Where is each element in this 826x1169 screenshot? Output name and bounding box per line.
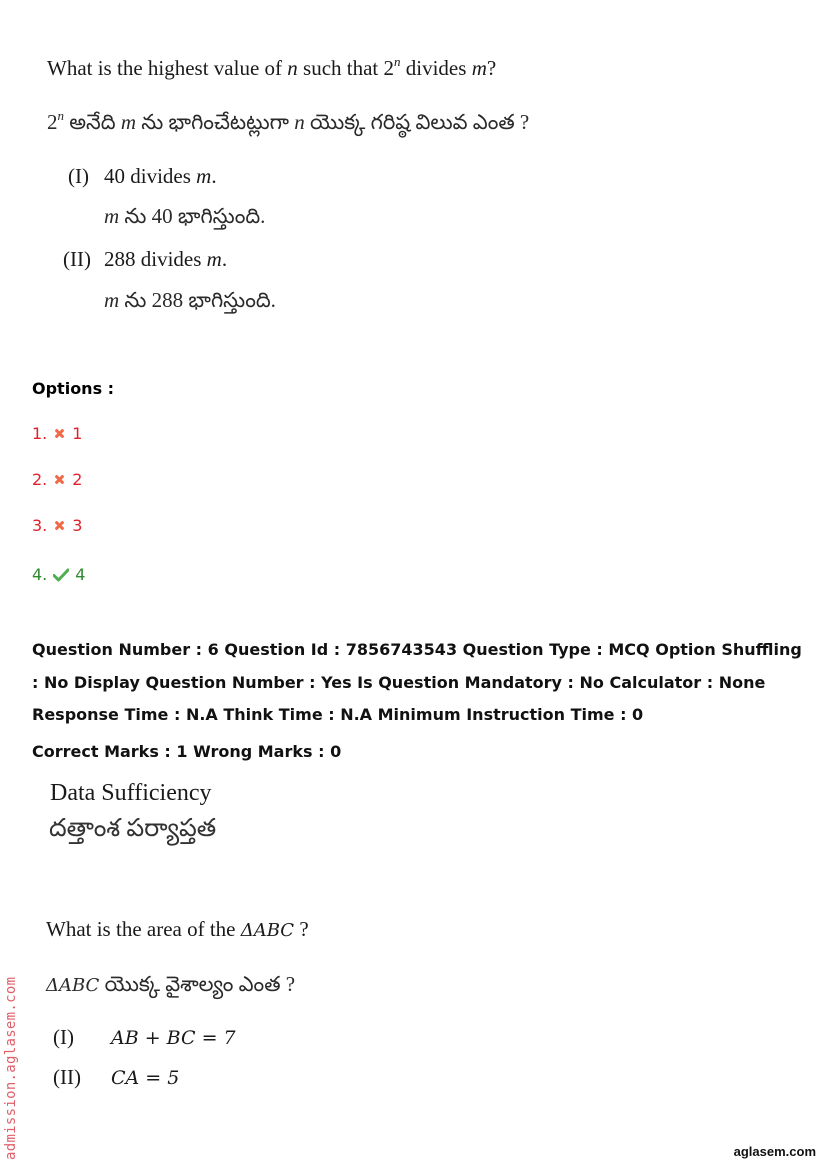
variable-m: m (206, 247, 222, 271)
stem-text: What is the area of the (46, 917, 241, 941)
variable-m: m (104, 204, 120, 228)
section-title-te: దత్తాంశ పర్యాప్తత (49, 815, 217, 842)
option-3 (32, 516, 82, 535)
stem-text: What is the highest value of (47, 56, 288, 80)
marks-info: Correct Marks : 1 Wrong Marks : 0 (32, 742, 342, 761)
stem-text: 2 (47, 110, 58, 134)
stem-text: such that 2 (297, 56, 395, 80)
variable-m: m (471, 56, 487, 80)
stem-text: ? (486, 56, 497, 80)
variable-m: m (104, 288, 120, 312)
statement-label: (I) (53, 1025, 74, 1049)
question6-statement-1 (53, 1025, 236, 1050)
statement-1-te (104, 204, 265, 234)
statement-label: (II) (63, 247, 91, 271)
question-stem-en (47, 56, 496, 81)
statement-text: . (221, 247, 228, 271)
section-title-en: Data Sufficiency (50, 780, 212, 806)
cross-icon (54, 520, 65, 531)
question6-statement-2 (53, 1065, 179, 1090)
option-number: 3. (32, 516, 48, 535)
question-stem-te (47, 110, 529, 140)
statement-label: (II) (53, 1065, 81, 1089)
variable-m: m (120, 110, 137, 134)
variable-n: n (294, 110, 305, 134)
variable-n: n (287, 56, 298, 80)
option-4 (32, 565, 85, 584)
options-title: Options : (32, 379, 115, 398)
statement-text: . (211, 164, 217, 188)
question6-stem-te (46, 972, 295, 1002)
statement-2-en (63, 247, 227, 272)
triangle-abc: ΔABC (240, 920, 295, 941)
option-1 (32, 424, 82, 443)
option-value: 2 (72, 470, 83, 489)
statement-text: ను 288 భాగిస్తుంది. (119, 288, 276, 312)
side-watermark: admission.aglasem.com (3, 976, 19, 1160)
option-2 (32, 470, 82, 489)
stem-text: ను భాగించేటట్లుగా (136, 110, 295, 134)
option-value: 3 (72, 516, 83, 535)
option-number: 2. (32, 470, 48, 489)
stem-text: యొక్క గరిష్ఠ విలువ ఎంత ? (304, 110, 530, 134)
statement-expression: CA = 5 (111, 1067, 180, 1089)
exponent: n (57, 108, 64, 123)
exponent: n (394, 54, 401, 69)
statement-1-en (68, 164, 217, 189)
stem-text: యొక్క వైశాల్యం ఎంత ? (99, 972, 296, 996)
stem-text: అనేది (64, 110, 121, 134)
cross-icon (54, 428, 65, 439)
option-value: 4 (75, 565, 86, 584)
variable-m: m (196, 164, 212, 188)
option-number: 4. (32, 565, 48, 584)
statement-text: 40 divides (104, 164, 197, 188)
stem-text: ? (294, 917, 309, 941)
triangle-abc: ΔABC (46, 975, 100, 996)
cross-icon (54, 474, 65, 485)
statement-expression: AB + BC = 7 (111, 1027, 236, 1049)
footer-watermark: aglasem.com (733, 1144, 816, 1159)
stem-text: divides (400, 56, 472, 80)
statement-label: (I) (68, 164, 89, 188)
question6-stem-en (46, 917, 309, 942)
option-value: 1 (72, 424, 83, 443)
option-number: 1. (32, 424, 48, 443)
statement-text: 288 divides (104, 247, 207, 271)
statement-text: ను 40 భాగిస్తుంది. (119, 204, 266, 228)
statement-2-te (104, 288, 276, 318)
question-metadata: Question Number : 6 Question Id : 7856743543 Question Type : MCQ Option Shuffling : No Display Question Number : Yes Is Question Mandatory : No Calculator : None Response Time : N.A Think Time : N.A Minimum Instruction Time : 0 (32, 640, 802, 724)
check-icon (53, 568, 69, 582)
